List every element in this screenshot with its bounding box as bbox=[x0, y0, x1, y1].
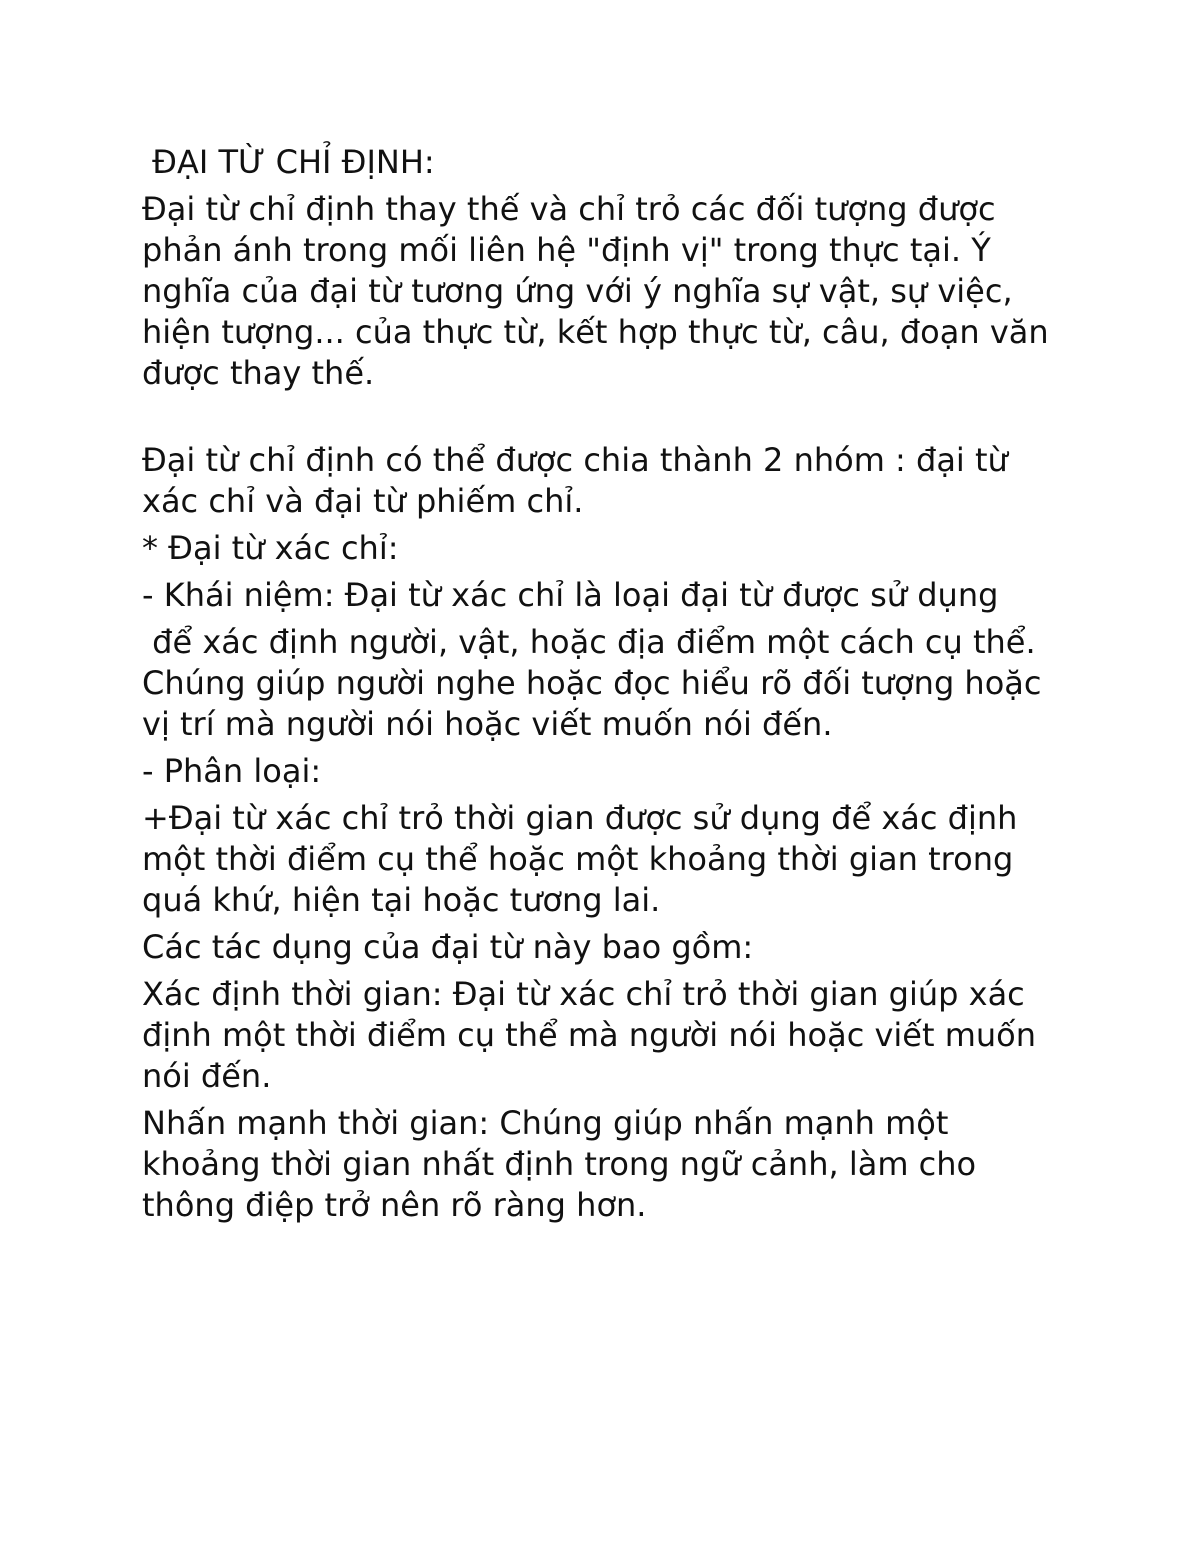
document-body bbox=[142, 142, 1062, 1232]
paragraph-tac-dung: Các tác dụng của đại từ này bao gồm: bbox=[142, 928, 754, 966]
paragraph-phan-loai: - Phân loại: bbox=[142, 752, 322, 790]
paragraph-xac-dinh: Xác định thời gian: Đại từ xác chỉ trỏ thời gian giúp xác định một thời điểm cụ thể mà người nói hoặc viết muốn nói đến. bbox=[142, 975, 1037, 1095]
paragraph-thoi-gian: +Đại từ xác chỉ trỏ thời gian được sử dụng để xác định một thời điểm cụ thể hoặc một khoảng thời gian trong quá khứ, hiện tại hoặc tương lai. bbox=[142, 799, 1018, 919]
paragraph-khai-niem-cont: để xác định người, vật, hoặc địa điểm một cách cụ thể. Chúng giúp người nghe hoặc đọc hiểu rõ đối tượng hoặc vị trí mà người nói hoặc viết muốn nói đến. bbox=[142, 623, 1052, 743]
paragraph-nhan-manh: Nhấn mạnh thời gian: Chúng giúp nhấn mạnh một khoảng thời gian nhất định trong ngữ cảnh, làm cho thông điệp trở nên rõ ràng hơn. bbox=[142, 1104, 977, 1224]
paragraph-definition: Đại từ chỉ định thay thế và chỉ trỏ các đối tượng được phản ánh trong mối liên hệ "định vị" trong thực tại. Ý nghĩa của đại từ tương ứng với ý nghĩa sự vật, sự việc, hiện tượng... của thực từ, kết hợp thực từ, câu, đoạn văn được thay thế. bbox=[142, 190, 1049, 392]
heading: ĐẠI TỪ CHỈ ĐỊNH: bbox=[142, 143, 435, 181]
paragraph-khai-niem: - Khái niệm: Đại từ xác chỉ là loại đại từ được sử dụng bbox=[142, 576, 999, 614]
blank-line bbox=[142, 400, 1062, 440]
subheading-xac-chi: * Đại từ xác chỉ: bbox=[142, 529, 399, 567]
paragraph-groups: Đại từ chỉ định có thể được chia thành 2 nhóm : đại từ xác chỉ và đại từ phiếm chỉ. bbox=[142, 441, 1008, 520]
